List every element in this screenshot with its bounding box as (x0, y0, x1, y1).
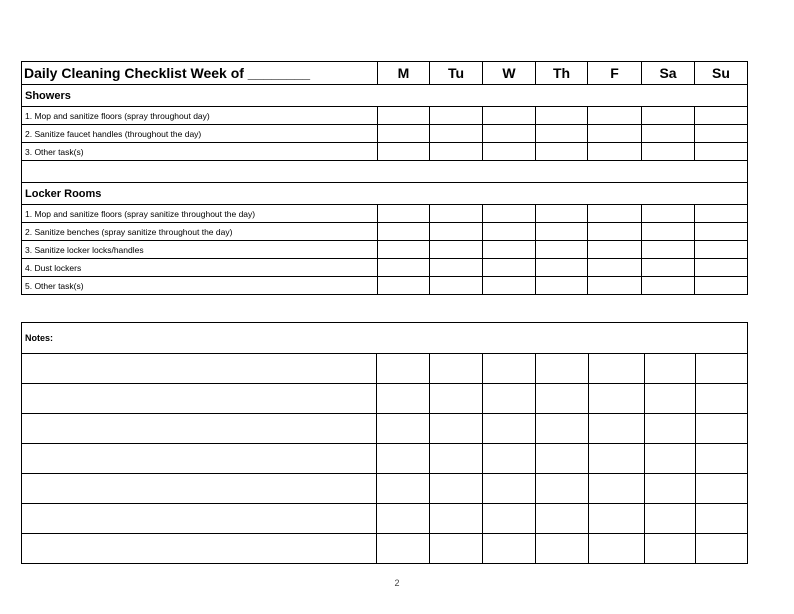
checkbox-cell[interactable] (642, 107, 695, 125)
day-header-monday: M (378, 62, 430, 85)
notes-text-cell[interactable] (22, 354, 377, 384)
notes-day-cell[interactable] (536, 534, 589, 564)
notes-day-cell[interactable] (483, 444, 536, 474)
cleaning-checklist-table (21, 61, 748, 295)
task-row (22, 241, 748, 259)
notes-day-cell[interactable] (589, 444, 645, 474)
section-title: Showers (22, 85, 748, 107)
notes-header-row (22, 323, 748, 354)
header-row (22, 62, 748, 85)
checkbox-cell[interactable] (483, 107, 536, 125)
checkbox-cell[interactable] (378, 143, 430, 161)
checkbox-cell[interactable] (483, 241, 536, 259)
notes-day-cell[interactable] (589, 504, 645, 534)
checkbox-cell[interactable] (695, 277, 748, 295)
task-label: 3. Other task(s) (22, 143, 378, 161)
notes-day-cell[interactable] (377, 414, 430, 444)
task-label: 1. Mop and sanitize floors (spray sanitize throughout the day) (22, 205, 378, 223)
notes-day-cell[interactable] (536, 444, 589, 474)
spacer-cell (22, 161, 748, 183)
notes-day-cell[interactable] (645, 354, 696, 384)
day-header-sunday: Su (695, 62, 748, 85)
notes-day-cell[interactable] (696, 534, 748, 564)
checkbox-cell[interactable] (378, 107, 430, 125)
notes-day-cell[interactable] (430, 444, 483, 474)
notes-text-cell[interactable] (22, 414, 377, 444)
day-header-friday: F (588, 62, 642, 85)
checkbox-cell[interactable] (536, 125, 588, 143)
notes-row (22, 534, 748, 564)
task-row (22, 107, 748, 125)
checkbox-cell[interactable] (430, 241, 483, 259)
notes-text-cell[interactable] (22, 504, 377, 534)
spacer-row (22, 161, 748, 183)
notes-text-cell[interactable] (22, 534, 377, 564)
checkbox-cell[interactable] (695, 143, 748, 161)
notes-day-cell[interactable] (645, 504, 696, 534)
notes-row (22, 504, 748, 534)
notes-day-cell[interactable] (430, 384, 483, 414)
checkbox-cell[interactable] (536, 277, 588, 295)
checkbox-cell[interactable] (430, 277, 483, 295)
notes-day-cell[interactable] (430, 534, 483, 564)
checkbox-cell[interactable] (695, 259, 748, 277)
notes-day-cell[interactable] (589, 384, 645, 414)
checkbox-cell[interactable] (536, 259, 588, 277)
checkbox-cell[interactable] (430, 259, 483, 277)
section-title: Locker Rooms (22, 183, 748, 205)
notes-day-cell[interactable] (483, 414, 536, 444)
checkbox-cell[interactable] (695, 107, 748, 125)
notes-day-cell[interactable] (696, 474, 748, 504)
notes-row (22, 384, 748, 414)
checkbox-cell[interactable] (642, 143, 695, 161)
notes-text-cell[interactable] (22, 474, 377, 504)
checkbox-cell[interactable] (642, 223, 695, 241)
task-row (22, 143, 748, 161)
notes-day-cell[interactable] (696, 384, 748, 414)
section-row (22, 85, 748, 107)
checkbox-cell[interactable] (695, 205, 748, 223)
day-header-thursday: Th (536, 62, 588, 85)
notes-label: Notes: (22, 323, 748, 354)
checkbox-cell[interactable] (642, 205, 695, 223)
notes-table (21, 322, 748, 564)
checkbox-cell[interactable] (588, 125, 642, 143)
day-header-tuesday: Tu (430, 62, 483, 85)
notes-row (22, 474, 748, 504)
notes-day-cell[interactable] (377, 474, 430, 504)
day-header-wednesday: W (483, 62, 536, 85)
notes-day-cell[interactable] (645, 384, 696, 414)
notes-day-cell[interactable] (483, 504, 536, 534)
checkbox-cell[interactable] (483, 205, 536, 223)
notes-day-cell[interactable] (483, 474, 536, 504)
notes-day-cell[interactable] (589, 534, 645, 564)
task-label: 4. Dust lockers (22, 259, 378, 277)
notes-day-cell[interactable] (645, 474, 696, 504)
notes-day-cell[interactable] (589, 354, 645, 384)
task-label: 2. Sanitize benches (spray sanitize throughout the day) (22, 223, 378, 241)
task-label: 1. Mop and sanitize floors (spray throughout day) (22, 107, 378, 125)
notes-day-cell[interactable] (536, 504, 589, 534)
notes-row (22, 444, 748, 474)
task-row (22, 277, 748, 295)
notes-day-cell[interactable] (483, 384, 536, 414)
notes-day-cell[interactable] (536, 414, 589, 444)
notes-day-cell[interactable] (377, 444, 430, 474)
checkbox-cell[interactable] (378, 205, 430, 223)
notes-day-cell[interactable] (696, 354, 748, 384)
notes-day-cell[interactable] (536, 354, 589, 384)
notes-day-cell[interactable] (430, 414, 483, 444)
notes-text-cell[interactable] (22, 444, 377, 474)
task-row (22, 125, 748, 143)
notes-day-cell[interactable] (645, 444, 696, 474)
notes-day-cell[interactable] (377, 384, 430, 414)
checkbox-cell[interactable] (430, 205, 483, 223)
checkbox-cell[interactable] (483, 277, 536, 295)
notes-row (22, 414, 748, 444)
notes-day-cell[interactable] (377, 534, 430, 564)
checkbox-cell[interactable] (695, 241, 748, 259)
checkbox-cell[interactable] (483, 259, 536, 277)
checkbox-cell[interactable] (536, 107, 588, 125)
checkbox-cell[interactable] (483, 143, 536, 161)
task-row (22, 223, 748, 241)
checkbox-cell[interactable] (642, 125, 695, 143)
checkbox-cell[interactable] (536, 241, 588, 259)
checkbox-cell[interactable] (588, 277, 642, 295)
checkbox-cell[interactable] (378, 223, 430, 241)
checkbox-cell[interactable] (695, 125, 748, 143)
checkbox-cell[interactable] (588, 223, 642, 241)
checkbox-cell[interactable] (588, 241, 642, 259)
task-label: 2. Sanitize faucet handles (throughout the day) (22, 125, 378, 143)
checkbox-cell[interactable] (430, 107, 483, 125)
checkbox-cell[interactable] (430, 223, 483, 241)
checkbox-cell[interactable] (642, 241, 695, 259)
checklist-title: Daily Cleaning Checklist Week of ________ (22, 62, 378, 85)
checkbox-cell[interactable] (483, 223, 536, 241)
notes-day-cell[interactable] (377, 504, 430, 534)
checkbox-cell[interactable] (588, 143, 642, 161)
checkbox-cell[interactable] (588, 259, 642, 277)
notes-day-cell[interactable] (536, 384, 589, 414)
notes-day-cell[interactable] (696, 444, 748, 474)
checkbox-cell[interactable] (483, 125, 536, 143)
notes-day-cell[interactable] (430, 504, 483, 534)
notes-day-cell[interactable] (645, 534, 696, 564)
notes-row (22, 354, 748, 384)
task-row (22, 259, 748, 277)
checkbox-cell[interactable] (588, 205, 642, 223)
section-row (22, 183, 748, 205)
notes-day-cell[interactable] (696, 504, 748, 534)
task-row (22, 205, 748, 223)
notes-day-cell[interactable] (589, 414, 645, 444)
notes-day-cell[interactable] (696, 414, 748, 444)
checkbox-cell[interactable] (378, 125, 430, 143)
notes-day-cell[interactable] (430, 474, 483, 504)
notes-day-cell[interactable] (377, 354, 430, 384)
checkbox-cell[interactable] (642, 259, 695, 277)
checkbox-cell[interactable] (430, 125, 483, 143)
checkbox-cell[interactable] (536, 143, 588, 161)
day-header-saturday: Sa (642, 62, 695, 85)
checkbox-cell[interactable] (378, 259, 430, 277)
checkbox-cell[interactable] (695, 223, 748, 241)
notes-day-cell[interactable] (483, 354, 536, 384)
task-label: 5. Other task(s) (22, 277, 378, 295)
checkbox-cell[interactable] (536, 223, 588, 241)
checkbox-cell[interactable] (642, 277, 695, 295)
notes-text-cell[interactable] (22, 384, 377, 414)
notes-day-cell[interactable] (430, 354, 483, 384)
checkbox-cell[interactable] (378, 241, 430, 259)
checkbox-cell[interactable] (378, 277, 430, 295)
notes-day-cell[interactable] (589, 474, 645, 504)
notes-day-cell[interactable] (645, 414, 696, 444)
task-label: 3. Sanitize locker locks/handles (22, 241, 378, 259)
notes-day-cell[interactable] (483, 534, 536, 564)
checkbox-cell[interactable] (430, 143, 483, 161)
checkbox-cell[interactable] (588, 107, 642, 125)
checkbox-cell[interactable] (536, 205, 588, 223)
notes-day-cell[interactable] (536, 474, 589, 504)
page-number: 2 (394, 578, 400, 588)
